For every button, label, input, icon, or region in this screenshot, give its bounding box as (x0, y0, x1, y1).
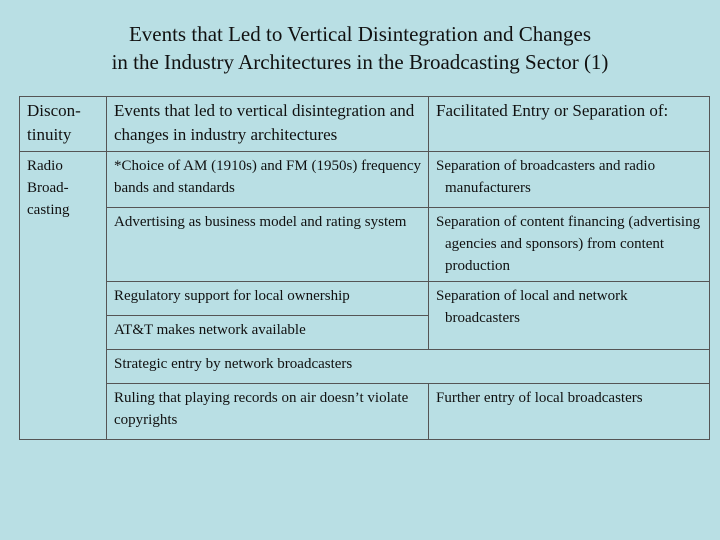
discontinuity-cell: Radio Broad- casting (20, 152, 107, 440)
event-cell: Strategic entry by network broadcasters (107, 350, 710, 384)
title-line-2: in the Industry Architectures in the Broadcasting Sector (1) (111, 50, 609, 74)
event-cell: Ruling that playing records on air doesn’t violate copyrights (107, 384, 429, 440)
event-cell: Advertising as business model and rating system (107, 208, 429, 282)
title-line-1: Events that Led to Vertical Disintegration and Changes (128, 22, 592, 46)
table-row (20, 384, 710, 440)
facilitated-cell: Further entry of local broadcasters (429, 384, 710, 440)
facilitated-cell: Separation of local and network broadcasters (429, 282, 710, 350)
event-cell: AT&T makes network available (107, 316, 429, 350)
header-facilitated: Facilitated Entry or Separation of: (429, 97, 710, 152)
table-row (20, 152, 710, 208)
header-events: Events that led to vertical disintegration and changes in industry architectures (107, 97, 429, 152)
event-cell: Regulatory support for local ownership (107, 282, 429, 316)
facilitated-cell: Separation of content financing (advertising agencies and sponsors) from content production (429, 208, 710, 282)
table-row (20, 208, 710, 282)
table-row (20, 282, 710, 316)
table-row (20, 350, 710, 384)
table-header-row (20, 97, 710, 152)
slide-title (0, 20, 720, 76)
header-discontinuity: Discon- tinuity (20, 97, 107, 152)
events-table (19, 96, 710, 440)
facilitated-cell: Separation of broadcasters and radio manufacturers (429, 152, 710, 208)
event-cell: *Choice of AM (1910s) and FM (1950s) frequency bands and standards (107, 152, 429, 208)
